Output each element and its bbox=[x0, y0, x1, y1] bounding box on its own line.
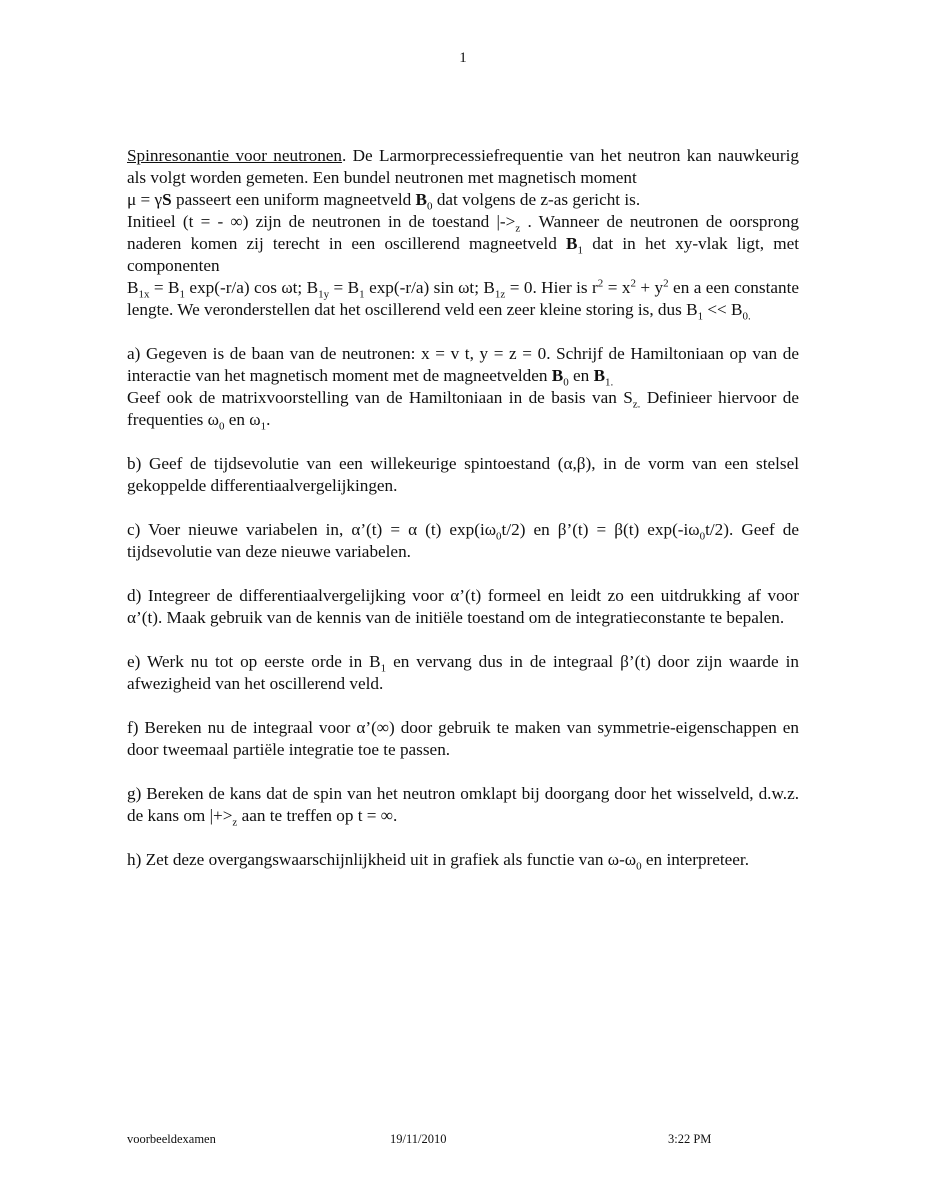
question-c: c) Voer nieuwe variabelen in, α’(t) = α (t) $\exp(i\omega_0t/2)$ en β’(t) = β(t) $\exp(-i\omega_0t/2)$. Geef de tijdsevolutie van deze nieuwe variabelen. bbox=[127, 520, 799, 561]
question-d: d) Integreer de differentiaalvergelijking voor α’(t) formeel en leidt zo een uitdrukking af voor α’(t). Maak gebruik van de kennis van de initiële toestand om de integratieconstante te bepalen. bbox=[127, 586, 799, 627]
section-title: Spinresonantie voor neutronen bbox=[127, 146, 343, 165]
question-h: h) Zet deze overgangswaarschijnlijkheid uit in grafiek als functie van $\omega-\omega_0$ en interpreteer. bbox=[127, 850, 749, 873]
question-a: a) Gegeven is de baan van de neutronen: x = v t, y = z = 0. Schrijf de Hamiltoniaan op van de interactie van het magnetisch moment met de magneetvelden $B_0$ en $B_{1.}$ Geef ook de matrixvoorstelling van de Hamiltoniaan in de basis van $S_{z.}$ Definieer hiervoor de frequenties $\omega_0$ en $\omega_1$. bbox=[127, 344, 799, 433]
question-f: f) Bereken nu de integraal voor α’(∞) door gebruik te maken van symmetrie-eigenschappen en door tweemaal partiële integratie toe te passen. bbox=[127, 718, 799, 759]
intro-paragraph: Spinresonantie voor neutronen. De Larmorprecessiefrequentie van het neutron kan nauwkeurig als volgt worden gemeten. Een bundel neutronen met magnetisch moment μ = γS passeert een uniform magneetveld $B_0$ dat volgens de z-as gericht is. bbox=[127, 146, 799, 213]
page-number: 1 bbox=[459, 50, 467, 66]
footer-time: 3:22 PM bbox=[668, 1132, 712, 1146]
question-e: e) Werk nu tot op eerste orde in $B_1$ en vervang dus in de integraal β’(t) door zijn waarde in afwezigheid van het oscillerend veld. bbox=[127, 652, 799, 693]
footer-document-name: voorbeeldexamen bbox=[127, 1132, 216, 1146]
initial-state-paragraph: Initieel (t = - ∞) zijn de neutronen in de toestand $|->_z$ . Wanneer de neutronen de oorsprong naderen komen zij terecht in een oscillerend magneetveld $B_1$ dat in het xy-vlak ligt, met componenten bbox=[127, 212, 799, 275]
question-b: b) Geef de tijdsevolutie van een willekeurige spintoestand (α,β), in de vorm van een stelsel gekoppelde differentiaalvergelijkingen. bbox=[127, 454, 799, 495]
document-body bbox=[127, 145, 799, 871]
footer-date: 19/11/2010 bbox=[390, 1132, 447, 1146]
question-g: g) Bereken de kans dat de spin van het neutron omklapt bij doorgang door het wisselveld, d.w.z. de kans om $|+>_z$ aan te treffen op t = ∞. bbox=[127, 784, 799, 829]
field-components-paragraph: $B_{1x} = B_1$ exp(-r/a) cos ωt; $B_{1y} = B_1$ exp(-r/a) sin ωt; $B_{1z} = 0$. Hier is $r^2 = x^2 + y^2$ en a een constante lengte. We veronderstellen dat het oscillerend veld een zeer kleine storing is, dus $B_1 << B_{0.}$ bbox=[127, 277, 799, 323]
